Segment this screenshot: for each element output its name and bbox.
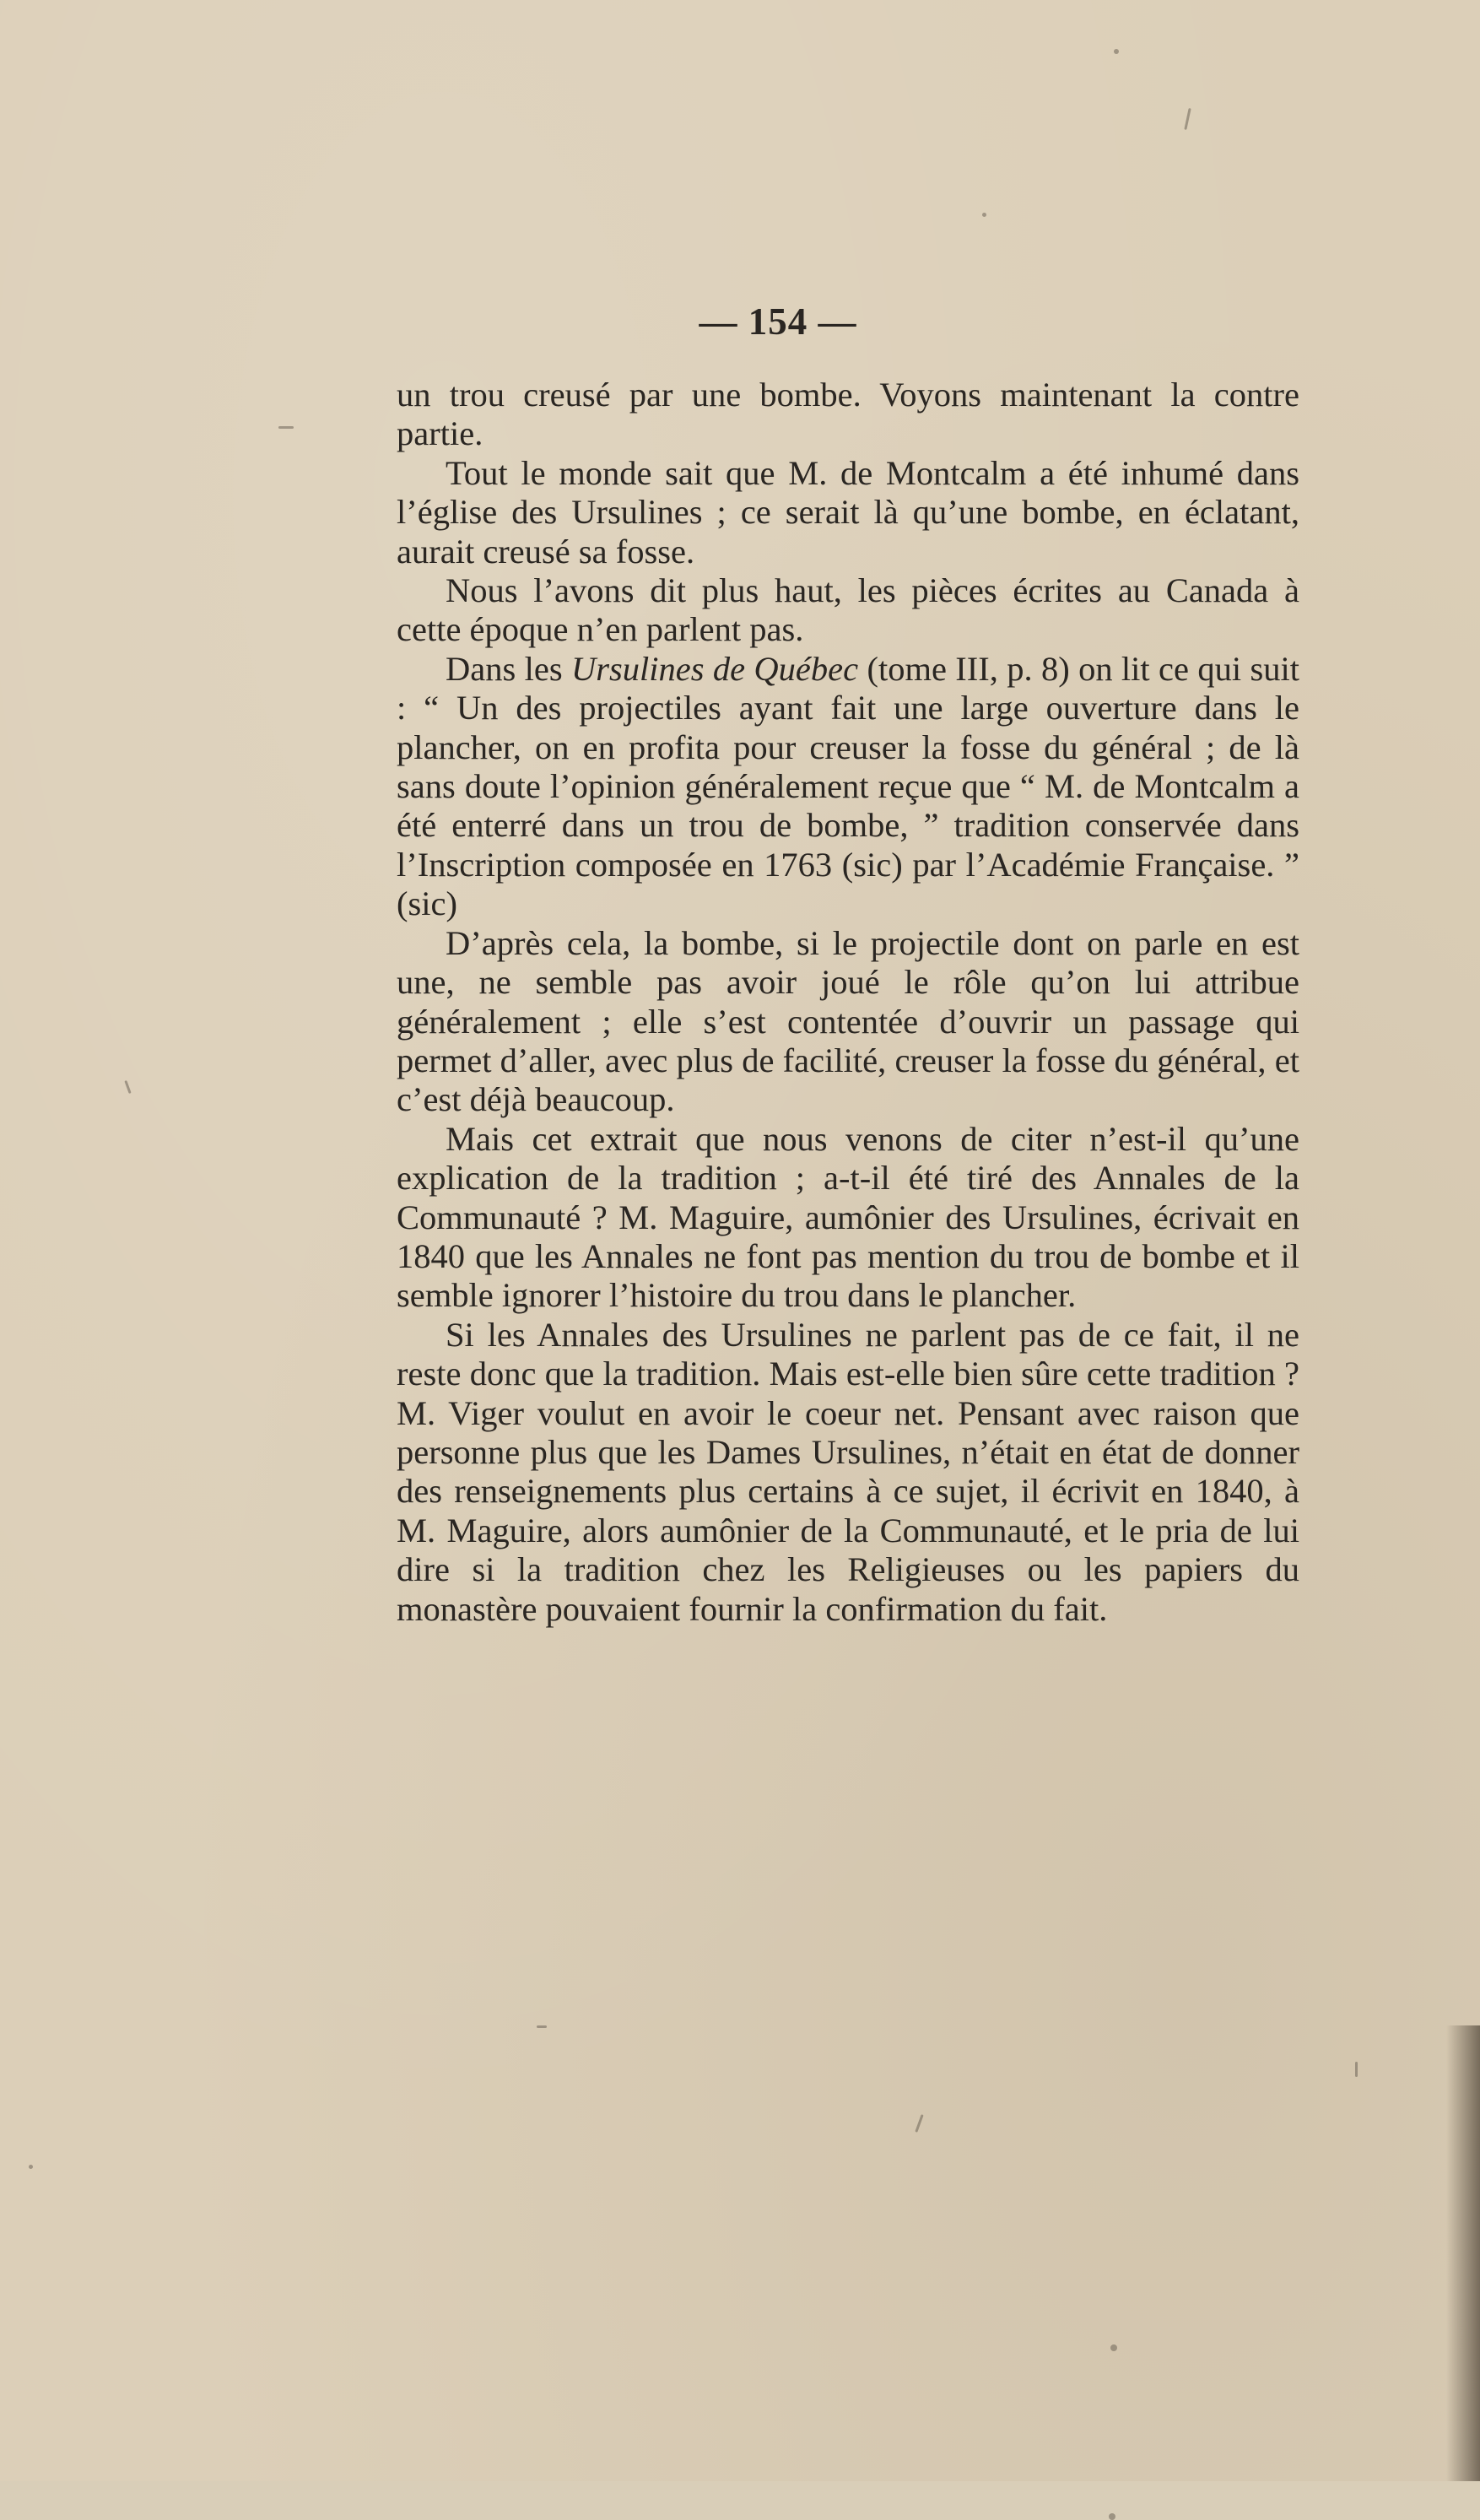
paragraph <box>397 924 1299 1120</box>
text-segment: Tout le monde sait que M. de Montcalm a été inhumé dans l’église des Ursulines ; ce serait là qu’une bombe, en éclatant, aurait creusé sa fosse. <box>397 453 1299 571</box>
text-segment: Si les Annales des Ursulines ne parlent pas de ce fait, il ne reste donc que la tradition. Mais est-elle bien sûre cette tradition ? M. Viger voulut en avoir le coeur net. Pensant avec raison que personne plus que les Dames Ursulines, n’était en état de donner des renseignements plus certains à ce sujet, il écrivit en 1840, à M. Maguire, alors aumônier de la Communauté, et le pria de lui dire si la tradition chez les Religieuses ou les papiers du monastère pouvaient fournir la confirmation du fait. <box>397 1315 1299 1628</box>
paragraph <box>397 1120 1299 1316</box>
text-segment: un trou creusé par une bombe. Voyons maintenant la contre partie. <box>397 376 1299 453</box>
paragraph <box>397 1316 1299 1629</box>
paper-speck <box>1355 2062 1358 2077</box>
text-segment: Nous l’avons dit plus haut, les pièces écrites au Canada à cette époque n’en parlent pas. <box>397 571 1299 649</box>
paragraph <box>397 650 1299 924</box>
paper-speck <box>1110 2344 1117 2351</box>
paper-speck <box>29 2165 33 2169</box>
italic-title: Ursulines de Québec <box>570 649 859 688</box>
paper-speck <box>1114 49 1119 54</box>
paper-speck <box>1184 108 1191 130</box>
text-segment: D’après cela, la bombe, si le projectile dont on parle en est une, ne semble pas avoir joué le rôle qu’on lui attribue généralement ; elle s’est contentée d’ouvrir un passage qui permet d’aller, avec plus de facilité, creuser la fosse du général, et c’est déjà beaucoup. <box>397 923 1299 1119</box>
binding-shadow <box>1446 2025 1480 2481</box>
paper-speck <box>278 426 294 429</box>
paragraph <box>397 454 1299 571</box>
text-segment: (tome III, p. 8) on lit ce qui suit : “ Un des projectiles ayant fait une large ouverture dans le plancher, on en profita pour creuser la fosse du général ; de là sans doute l’opinion généralement reçue que “ M. de Montcalm a été enterré dans un trou de bombe, ” tradition conservée dans l’Inscription composée en 1763 (sic) par l’Académie Française. ” (sic) <box>397 649 1299 923</box>
paper-speck <box>1109 2513 1115 2520</box>
text-segment: Dans les <box>446 649 571 688</box>
page-number: — 154 — <box>699 300 857 343</box>
paragraph <box>397 376 1299 454</box>
paragraph <box>397 571 1299 650</box>
paper-speck <box>982 213 986 217</box>
text-segment: Mais cet extrait que nous venons de citer n’est-il qu’une explication de la tradition ; a-t-il été tiré des Annales de la Communauté ? M. Maguire, aumônier des Ursulines, écrivait en 1840 que les Annales ne font pas mention du trou de bombe et il semble ignorer l’histoire du trou dans le plancher. <box>397 1119 1299 1315</box>
paper-speck <box>915 2114 923 2133</box>
paper-speck <box>537 2025 547 2028</box>
paper-speck <box>124 1080 131 1094</box>
body-text <box>397 376 1299 1629</box>
